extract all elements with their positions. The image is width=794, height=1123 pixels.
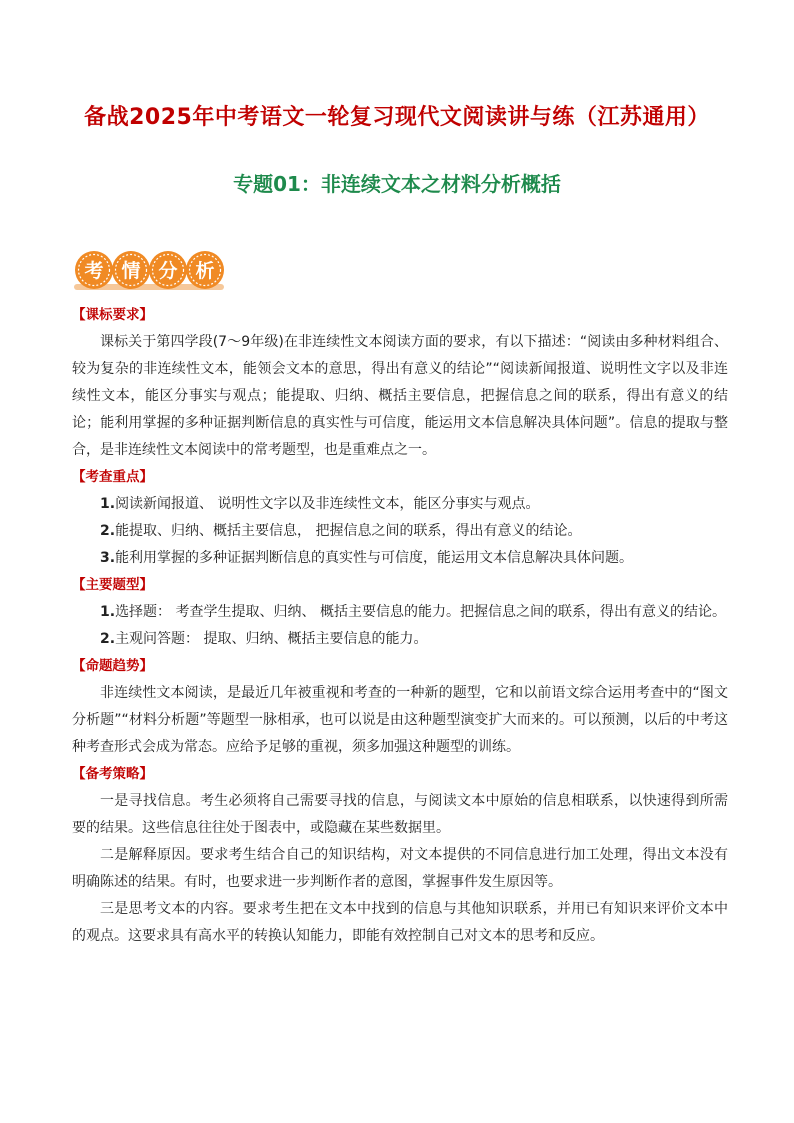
analysis-banner — [72, 248, 232, 296]
question-type-item — [72, 626, 728, 653]
section-heading-trend: 【命题趋势】 — [72, 658, 153, 674]
banner-char-1: 考 — [84, 260, 104, 282]
item-text: 主观问答题： 提取、归纳、概括主要信息的能力。 — [115, 631, 428, 647]
curriculum-paragraph: 课标关于第四学段(7～9年级)在非连续性文本阅读方面的要求，有以下描述：“阅读由多种材料组合、较为复杂的非连续性文本，能领会文本的意思，得出有意义的结论”“阅读新闻报道、说明性文字以及非连续性文本，能区分事实与观点；能提取、归纳、概括主要信息，把握信息之间的联系，得出有意义的结论；能利用掌握的多种证据判断信息的真实性与可信度，能运用文本信息解决具体问题”。信息的提取与整合，是非连续性文本阅读中的常考题型，也是重难点之一。 — [72, 334, 728, 458]
sub-title: 专题01：非连续文本之材料分析概括 — [233, 172, 561, 196]
item-number: 3. — [100, 550, 116, 566]
item-number: 2. — [100, 523, 116, 539]
section-heading-strategy: 【备考策略】 — [72, 766, 153, 782]
item-text: 阅读新闻报道、 说明性文字以及非连续性文本，能区分事实与观点。 — [115, 496, 540, 512]
section-heading-question-types: 【主要题型】 — [72, 577, 153, 593]
key-point-item — [72, 545, 728, 572]
trend-paragraph: 非连续性文本阅读，是最近几年被重视和考查的一种新的题型，它和以前语文综合运用考查中的“图文分析题”“材料分析题”等题型一脉相承，也可以说是由这种题型演变扩大而来的。可以预测，以后的中考这种考查形式会成为常态。应给予足够的重视，须多加强这种题型的训练。 — [72, 685, 728, 755]
strategy-paragraph: 二是解释原因。要求考生结合自己的知识结构，对文本提供的不同信息进行加工处理，得出文本没有明确陈述的结果。有时，也要求进一步判断作者的意图，掌握事件发生原因等。 — [72, 847, 728, 890]
item-text: 选择题： 考查学生提取、归纳、 概括主要信息的能力。把握信息之间的联系，得出有意义的结论。 — [115, 604, 726, 620]
section-heading-key-points: 【考查重点】 — [72, 469, 153, 485]
content-body — [72, 302, 728, 950]
strategy-paragraph: 一是寻找信息。考生必须将自己需要寻找的信息，与阅读文本中原始的信息相联系，以快速得到所需要的结果。这些信息往往处于图表中，或隐藏在某些数据里。 — [72, 793, 728, 836]
key-point-item — [72, 491, 728, 518]
banner-badge-2 — [112, 251, 150, 289]
item-number: 1. — [100, 604, 116, 620]
banner-badge-1 — [75, 251, 113, 289]
banner-char-4: 析 — [195, 260, 215, 282]
banner-badge-3 — [149, 251, 187, 289]
banner-char-2: 情 — [121, 260, 141, 282]
banner-char-3: 分 — [158, 260, 178, 282]
item-number: 2. — [100, 631, 116, 647]
item-text: 能提取、归纳、概括主要信息， 把握信息之间的联系，得出有意义的结论。 — [115, 523, 582, 539]
main-title: 备战2025年中考语文一轮复习现代文阅读讲与练（江苏通用） — [84, 105, 710, 130]
banner-badge-4 — [186, 251, 224, 289]
section-heading-curriculum: 【课标要求】 — [72, 307, 153, 323]
strategy-paragraph: 三是思考文本的内容。要求考生把在文本中找到的信息与其他知识联系，并用已有知识来评价文本中的观点。这要求具有高水平的转换认知能力，即能有效控制自己对文本的思考和反应。 — [72, 901, 728, 944]
key-point-item — [72, 518, 728, 545]
item-text: 能利用掌握的多种证据判断信息的真实性与可信度，能运用文本信息解决具体问题。 — [115, 550, 634, 566]
item-number: 1. — [100, 496, 116, 512]
question-type-item — [72, 599, 728, 626]
